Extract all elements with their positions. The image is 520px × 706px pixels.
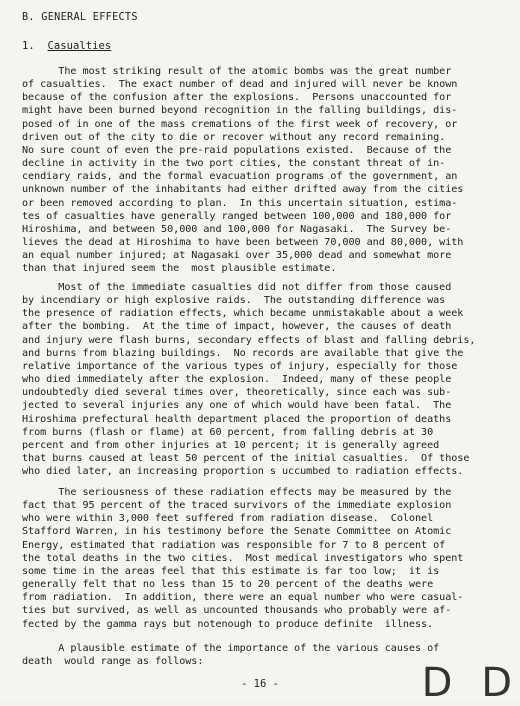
subsection-title: Casualties <box>47 40 112 52</box>
paragraph-radiation-effects: The seriousness of these radiation effects may be measured by the fact that 95 percent of the traced survivors of the immediate explosion who were within 3,000 feet suffered from radiation disease. Colonel Stafford Warren, in his testimony before the Senate Committee on Atomic Energy, estimated that radiation was responsible for 7 to 8 percent of the total deaths in the two cities. Most medical investigators who spent some time in the areas feel that this estimate is far too low; it is generally felt that no less than 15 to 20 percent of the deaths were from radiation. In addition, there were an equal number who were casual- ties but survived, as well as uncounted thousands who probably were af- fected by the gamma rays but notenough to produce definite illness. <box>22 487 464 630</box>
paragraph-causes-of-injury: Most of the immediate casualties did not differ from those caused by incendiary or high explosive raids. The outstanding difference was the presence of radiation effects, which became unmistakable about a week after the bombing. At the time of impact, however, the causes of death and injury were flash burns, secondary effects of blast and falling debris, and burns from blazing buildings. No records are available that give the relative importance of the various types of injury, especially for those who died immediately after the explosion. Indeed, many of these people undoubtedly died several times over, theoretically, since each was sub- jected to several injuries any one of which would have been fatal. The Hiroshima prefectural health department placed the proportion of deaths from burns (flash or flame) at 60 percent, from falling debris at 30 percent and from other injuries at 10 percent; it is generally agreed that burns caused at least 50 percent of the initial casualties. Of those who died later, an increasing proportion s uccumbed to radiation effects. <box>22 282 476 478</box>
paragraph-estimate-intro: A plausible estimate of the importance of the various causes of death would range as follows: <box>22 643 440 668</box>
subsection-number: 1. <box>22 40 35 52</box>
subsection-heading <box>22 40 111 52</box>
bleed-through-mark: D D <box>421 660 520 706</box>
paragraph-casualty-estimates: The most striking result of the atomic bombs was the great number of casualties. The exact number of dead and injured will never be known because of the confusion after the explosions. Persons unaccounted for might have been burned beyond recognition in the falling buildings, dis- posed of in one of the mass cremations of the first week of recovery, or driven out of the city to die or recover without any record remaining. No sure count of even the pre-raid populations existed. Because of the decline in activity in the two port cities, the constant threat of in- cendiary raids, and the formal evacuation programs of the government, an unknown number of the inhabitants had either drifted away from the cities or been removed according to plan. In this uncertain situation, estima- tes of casualties have generally ranged between 100,000 and 180,000 for Hiroshima, and between 50,000 and 100,000 for Nagasaki. The Survey be- lieves the dead at Hiroshima to have been between 70,000 and 80,000, with an equal number injured; at Nagasaki over 35,000 dead and somewhat more than that injured seem the most plausible estimate. <box>22 66 464 275</box>
page-number: - 16 - <box>241 678 279 690</box>
section-heading: B. GENERAL EFFECTS <box>22 12 138 23</box>
